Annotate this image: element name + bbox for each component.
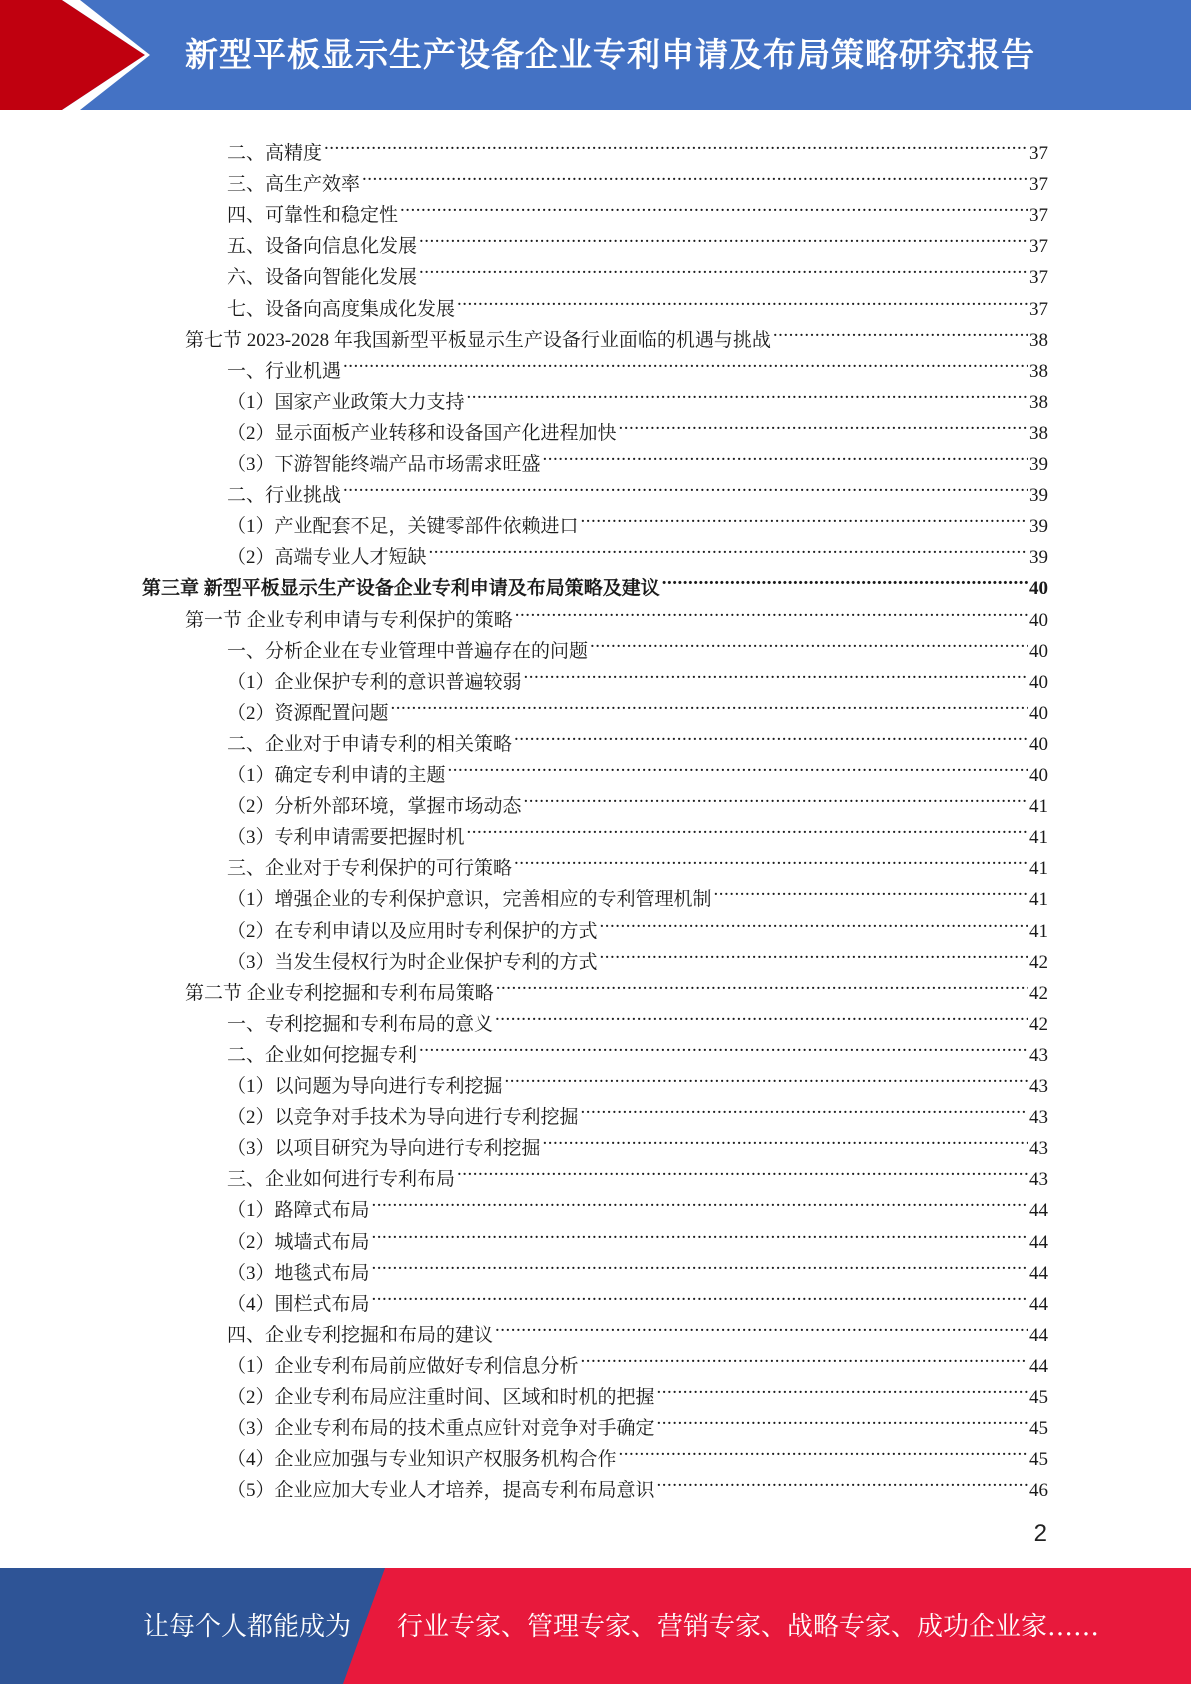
toc-entry-page: 41 bbox=[1029, 827, 1048, 849]
toc-leader-dots bbox=[457, 1154, 1028, 1185]
toc-entry-page: 40 bbox=[1029, 765, 1048, 786]
toc-entry-label: 一、分析企业在专业管理中普遍存在的问题 bbox=[227, 640, 589, 662]
toc-entry-page: 40 bbox=[1029, 733, 1048, 755]
toc-entry-page: 44 bbox=[1029, 1324, 1048, 1346]
toc-entry-label: （1）产业配套不足，关键零部件依赖进口 bbox=[227, 516, 579, 538]
toc-entry-label: （2）企业专利布局应注重时间、区域和时机的把握 bbox=[227, 1387, 655, 1408]
toc-entry-page: 44 bbox=[1029, 1231, 1048, 1253]
toc-entry-label: （3）下游智能终端产品市场需求旺盛 bbox=[227, 454, 541, 475]
toc-entry-label: 二、企业如何挖掘专利 bbox=[227, 1044, 418, 1066]
toc-entry[interactable] bbox=[227, 159, 1048, 196]
toc-entry[interactable] bbox=[227, 657, 1048, 693]
toc-entry-page: 43 bbox=[1029, 1044, 1048, 1066]
toc-entry-page: 43 bbox=[1029, 1107, 1048, 1129]
toc-entry-page: 43 bbox=[1029, 1138, 1048, 1160]
toc-entry-label: 三、企业对于专利保护的可行策略 bbox=[227, 858, 513, 880]
toc-leader-dots bbox=[505, 1061, 1028, 1092]
toc-entry-page: 38 bbox=[1029, 422, 1048, 444]
toc-leader-dots bbox=[657, 1403, 1028, 1434]
toc-entry[interactable] bbox=[227, 1372, 1048, 1408]
toc-entry-label: （3）以项目研究为导向进行专利挖掘 bbox=[227, 1138, 541, 1160]
toc-leader-dots bbox=[495, 1310, 1028, 1341]
toc-entry-label: 第七节 2023-2028 年我国新型平板显示生产设备行业面临的机遇与挑战 bbox=[185, 329, 771, 351]
toc-leader-dots bbox=[543, 439, 1028, 470]
toc-entry-label: （3）地毯式布局 bbox=[227, 1262, 370, 1284]
toc-entry-page: 40 bbox=[1029, 702, 1048, 724]
toc-entry-page: 43 bbox=[1029, 1076, 1048, 1097]
toc-entry[interactable] bbox=[227, 1434, 1048, 1471]
toc-entry-page: 41 bbox=[1029, 920, 1048, 942]
toc-entry-label: 二、行业挑战 bbox=[227, 485, 342, 507]
toc-leader-dots bbox=[773, 315, 1028, 346]
toc-entry[interactable] bbox=[227, 626, 1048, 662]
toc-entry[interactable] bbox=[227, 999, 1048, 1035]
toc-entry[interactable] bbox=[227, 1030, 1048, 1066]
toc-entry[interactable] bbox=[227, 1310, 1048, 1346]
toc-entry-label: 第三章 新型平板显示生产设备企业专利申请及布局策略及建议 bbox=[142, 578, 660, 600]
toc-leader-dots bbox=[619, 408, 1028, 439]
toc-leader-dots bbox=[524, 781, 1028, 812]
toc-leader-dots bbox=[448, 750, 1028, 781]
toc-entry[interactable] bbox=[227, 750, 1048, 786]
toc-entry-page: 37 bbox=[1029, 143, 1048, 164]
toc-entry-label: （1）增强企业的专利保护意识，完善相应的专利管理机制 bbox=[227, 889, 712, 911]
toc-entry-label: （2）以竞争对手技术为导向进行专利挖掘 bbox=[227, 1107, 579, 1129]
toc-entry-page: 41 bbox=[1029, 858, 1048, 880]
toc-entry[interactable] bbox=[227, 1154, 1048, 1191]
toc-leader-dots bbox=[495, 999, 1028, 1030]
toc-entry[interactable] bbox=[227, 1341, 1048, 1377]
toc-leader-dots bbox=[467, 812, 1028, 843]
toc-entry-label: 三、高生产效率 bbox=[227, 174, 361, 196]
toc-entry[interactable] bbox=[185, 595, 1048, 631]
toc-leader-dots bbox=[457, 284, 1028, 315]
toc-entry[interactable] bbox=[142, 563, 1048, 600]
toc-entry-page: 40 bbox=[1029, 578, 1048, 600]
toc-entry[interactable] bbox=[227, 1185, 1048, 1222]
toc-entry[interactable] bbox=[227, 1279, 1048, 1315]
toc-entry-label: 三、企业如何进行专利布局 bbox=[227, 1169, 456, 1191]
toc-leader-dots bbox=[543, 1123, 1028, 1154]
toc-entry-page: 43 bbox=[1029, 1169, 1048, 1191]
toc-entry-label: （3）当发生侵权行为时企业保护专利的方式 bbox=[227, 951, 598, 973]
toc-entry[interactable] bbox=[227, 719, 1048, 755]
toc-entry-page: 37 bbox=[1029, 205, 1048, 227]
toc-entry-label: 二、高精度 bbox=[227, 143, 323, 164]
toc-leader-dots bbox=[581, 1092, 1028, 1123]
toc-leader-dots bbox=[581, 1341, 1028, 1372]
toc-entry-page: 42 bbox=[1029, 951, 1048, 973]
toc-entry-page: 44 bbox=[1029, 1262, 1048, 1284]
toc-entry-label: 一、专利挖掘和专利布局的意义 bbox=[227, 1013, 494, 1035]
toc-entry-label: （1）确定专利申请的主题 bbox=[227, 765, 446, 786]
toc-entry-page: 41 bbox=[1029, 796, 1048, 818]
report-title: 新型平板显示生产设备企业专利申请及布局策略研究报告 bbox=[185, 35, 1035, 74]
toc-entry-label: （2）分析外部环境，掌握市场动态 bbox=[227, 796, 522, 818]
toc-leader-dots bbox=[515, 595, 1028, 626]
toc-entry[interactable] bbox=[227, 284, 1048, 320]
toc-entry[interactable] bbox=[227, 190, 1048, 227]
toc-leader-dots bbox=[600, 937, 1028, 968]
toc-entry-page: 37 bbox=[1029, 174, 1048, 196]
toc-entry-page: 38 bbox=[1029, 329, 1048, 351]
toc-entry-page: 46 bbox=[1029, 1480, 1048, 1502]
toc-leader-dots bbox=[400, 190, 1028, 221]
footer-slogan-left: 让每个人都能成为 bbox=[143, 1612, 352, 1642]
toc-entry-page: 44 bbox=[1029, 1293, 1048, 1315]
toc-leader-dots bbox=[581, 501, 1028, 532]
header-red-chevron bbox=[0, 0, 150, 110]
toc-entry-label: （2）在专利申请以及应用时专利保护的方式 bbox=[227, 920, 598, 942]
toc-leader-dots bbox=[324, 128, 1028, 159]
toc-entry-label: 五、设备向信息化发展 bbox=[227, 236, 418, 258]
toc-leader-dots bbox=[343, 346, 1028, 377]
toc-entry[interactable] bbox=[227, 346, 1048, 382]
page-footer bbox=[0, 1568, 1191, 1684]
toc-entry-page: 42 bbox=[1029, 982, 1048, 1004]
toc-leader-dots bbox=[662, 563, 1028, 594]
toc-leader-dots bbox=[514, 843, 1028, 874]
toc-entry[interactable] bbox=[185, 968, 1048, 1004]
toc-leader-dots bbox=[372, 1217, 1028, 1248]
toc-entry[interactable] bbox=[227, 688, 1048, 724]
toc-entry-label: （5）企业应加大专业人才培养，提高专利布局意识 bbox=[227, 1480, 655, 1502]
toc-entry-page: 41 bbox=[1029, 889, 1048, 911]
toc-leader-dots bbox=[467, 377, 1028, 408]
toc-leader-dots bbox=[657, 1372, 1028, 1403]
toc-leader-dots bbox=[372, 1248, 1028, 1279]
toc-leader-dots bbox=[343, 470, 1028, 501]
toc-entry-label: （2）资源配置问题 bbox=[227, 702, 389, 724]
footer-slogan-right: 行业专家、管理专家、营销专家、战略专家、成功企业家…… bbox=[397, 1612, 1100, 1642]
toc-entry-page: 44 bbox=[1029, 1355, 1048, 1377]
toc-entry[interactable] bbox=[227, 1123, 1048, 1160]
toc-leader-dots bbox=[391, 688, 1028, 719]
toc-entry-label: （1）企业保护专利的意识普遍较弱 bbox=[227, 671, 522, 693]
toc-entry[interactable] bbox=[227, 937, 1048, 973]
toc-entry[interactable] bbox=[227, 470, 1048, 507]
toc-entry-label: （2）高端专业人才短缺 bbox=[227, 547, 427, 569]
toc-entry[interactable] bbox=[227, 377, 1048, 413]
toc-entry-label: 七、设备向高度集成化发展 bbox=[227, 298, 456, 320]
toc-entry-label: （2）城墙式布局 bbox=[227, 1231, 370, 1253]
toc-leader-dots bbox=[514, 719, 1028, 750]
toc-entry[interactable] bbox=[227, 1465, 1048, 1502]
toc-leader-dots bbox=[600, 906, 1028, 937]
toc-entry-page: 45 bbox=[1029, 1418, 1048, 1440]
toc-entry[interactable] bbox=[227, 874, 1048, 911]
toc-leader-dots bbox=[419, 252, 1028, 283]
toc-entry[interactable] bbox=[227, 781, 1048, 818]
toc-entry-page: 38 bbox=[1029, 360, 1048, 382]
toc-entry[interactable] bbox=[227, 906, 1048, 942]
toc-entry[interactable] bbox=[227, 843, 1048, 880]
toc-entry[interactable] bbox=[227, 812, 1048, 849]
toc-entry-page: 45 bbox=[1029, 1387, 1048, 1408]
toc-leader-dots bbox=[496, 968, 1028, 999]
toc-entry-page: 37 bbox=[1029, 267, 1048, 289]
toc-entry-page: 44 bbox=[1029, 1200, 1048, 1222]
toc-entry-page: 37 bbox=[1029, 298, 1048, 320]
toc-leader-dots bbox=[419, 221, 1028, 252]
toc-entry-label: 四、可靠性和稳定性 bbox=[227, 205, 399, 227]
toc-leader-dots bbox=[372, 1279, 1028, 1310]
toc-entry-label: （4）围栏式布局 bbox=[227, 1293, 370, 1315]
toc-entry[interactable] bbox=[227, 1092, 1048, 1129]
toc-entry[interactable] bbox=[227, 128, 1048, 164]
toc-leader-dots bbox=[372, 1185, 1028, 1216]
toc-entry-label: （3）企业专利布局的技术重点应针对竞争对手确定 bbox=[227, 1418, 655, 1440]
toc-entry[interactable] bbox=[227, 501, 1048, 538]
toc-entry-page: 37 bbox=[1029, 236, 1048, 258]
page-number: 2 bbox=[1033, 1520, 1047, 1547]
toc-entry-label: （1）路障式布局 bbox=[227, 1200, 370, 1222]
toc-entry-label: （1）国家产业政策大力支持 bbox=[227, 391, 465, 413]
toc-leader-dots bbox=[419, 1030, 1028, 1061]
toc-entry-label: （1）以问题为导向进行专利挖掘 bbox=[227, 1076, 503, 1097]
toc-entry-page: 40 bbox=[1029, 609, 1048, 631]
toc-entry[interactable] bbox=[227, 1217, 1048, 1253]
toc-entry-label: （2）显示面板产业转移和设备国产化进程加快 bbox=[227, 422, 617, 444]
toc-entry-page: 40 bbox=[1029, 640, 1048, 662]
toc-leader-dots bbox=[429, 532, 1028, 563]
toc-entry-label: 第二节 企业专利挖掘和专利布局策略 bbox=[185, 982, 494, 1004]
toc-entry-page: 39 bbox=[1029, 454, 1048, 475]
toc-entry-page: 39 bbox=[1029, 485, 1048, 507]
toc-leader-dots bbox=[524, 657, 1028, 688]
toc-entry[interactable] bbox=[227, 221, 1048, 258]
toc-entry-label: 二、企业对于申请专利的相关策略 bbox=[227, 733, 513, 755]
toc-entry[interactable] bbox=[227, 532, 1048, 569]
toc-entry[interactable] bbox=[227, 408, 1048, 444]
toc-entry-label: 一、行业机遇 bbox=[227, 360, 342, 382]
toc-entry-page: 39 bbox=[1029, 516, 1048, 538]
toc-entry-label: 第一节 企业专利申请与专利保护的策略 bbox=[185, 609, 513, 631]
toc-entry-page: 40 bbox=[1029, 671, 1048, 693]
toc-entry[interactable] bbox=[227, 1061, 1048, 1097]
toc-entry[interactable] bbox=[227, 1403, 1048, 1440]
toc-entry[interactable] bbox=[227, 1248, 1048, 1284]
toc-entry-label: （4）企业应加强与专业知识产权服务机构合作 bbox=[227, 1449, 617, 1471]
toc-entry[interactable] bbox=[227, 252, 1048, 289]
toc-entry-label: 四、企业专利挖掘和布局的建议 bbox=[227, 1324, 494, 1346]
toc-entry[interactable] bbox=[227, 439, 1048, 475]
toc-leader-dots bbox=[590, 626, 1028, 657]
toc-entry-page: 38 bbox=[1029, 391, 1048, 413]
toc-leader-dots bbox=[657, 1465, 1028, 1496]
toc-leader-dots bbox=[362, 159, 1028, 190]
toc-entry[interactable] bbox=[185, 315, 1048, 351]
toc-entry-page: 39 bbox=[1029, 547, 1048, 569]
toc-entry-label: （3）专利申请需要把握时机 bbox=[227, 827, 465, 849]
toc-entry-label: 六、设备向智能化发展 bbox=[227, 267, 418, 289]
toc-leader-dots bbox=[619, 1434, 1028, 1465]
toc-leader-dots bbox=[714, 874, 1028, 905]
page-header bbox=[0, 0, 1191, 110]
toc-entry-page: 42 bbox=[1029, 1013, 1048, 1035]
toc-entry-page: 45 bbox=[1029, 1449, 1048, 1471]
toc-entry-label: （1）企业专利布局前应做好专利信息分析 bbox=[227, 1355, 579, 1377]
